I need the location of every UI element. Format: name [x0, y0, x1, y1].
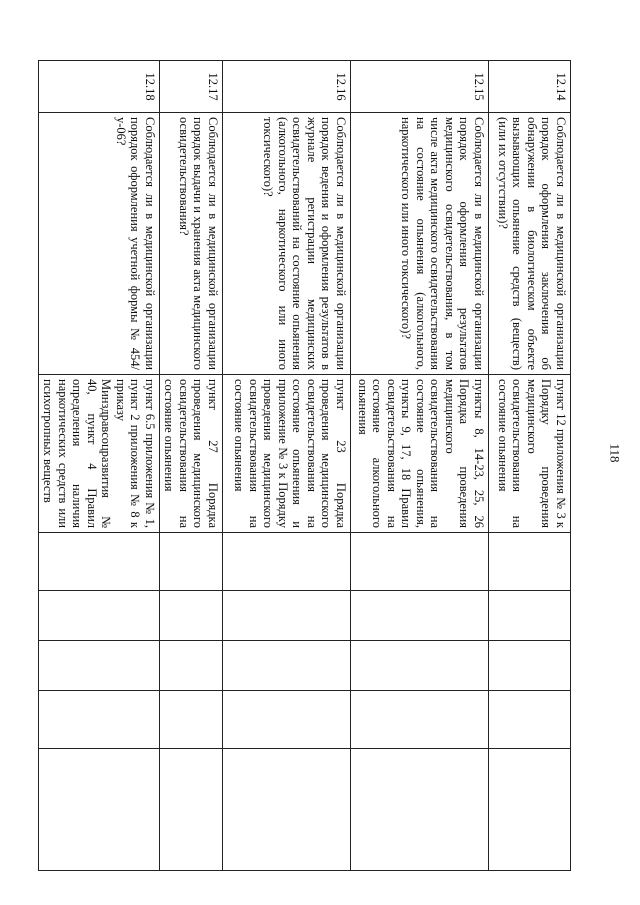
answer-cell	[489, 533, 571, 591]
answer-cell	[39, 691, 160, 749]
reference-text: пункты 8, 14-23, 25, 26 Порядка проведения медицинского освидетельствования на состояние опьянения, пункты 9, 17, 18 Правил освидетельствования на состояние алкогольного опьянения	[351, 375, 489, 533]
answer-cell	[39, 641, 160, 691]
answer-cell	[489, 591, 571, 641]
answer-cell	[160, 533, 223, 591]
answer-cell	[160, 591, 223, 641]
row-number: 12.18	[39, 61, 160, 113]
answer-cell	[351, 591, 489, 641]
answer-cell	[351, 641, 489, 691]
reference-text: пункт 27 Порядка проведения медицинского освидетельствования на состояние опьянения	[160, 375, 223, 533]
answer-cell	[160, 641, 223, 691]
answer-cell	[489, 691, 571, 749]
table-row	[489, 61, 571, 871]
row-number: 12.14	[489, 61, 571, 113]
row-number: 12.15	[351, 61, 489, 113]
table-row	[223, 61, 351, 871]
answer-cell	[351, 533, 489, 591]
answer-cell	[39, 591, 160, 641]
question-text: Соблюдается ли в медицинской организации порядок оформления результатов медицинского освидетельствования, в том числе акта медицинского освидетельствования на состояние опьянения (алкогольного, наркотического или иного токсического)?	[351, 113, 489, 375]
reference-text: пункт 6.5 приложения № 1, пункт 2 приложения № 8 к приказу Минздравсоцразвития № 40, пункт 4 Правил определения наличия наркотических средств или психотропных веществ	[39, 375, 160, 533]
question-text: Соблюдается ли в медицинской организации порядок оформления учетной формы № 454/у-06?	[39, 113, 160, 375]
table-row	[160, 61, 223, 871]
note-cell	[39, 749, 160, 871]
answer-cell	[489, 641, 571, 691]
page-number: 118	[607, 443, 623, 463]
reference-text: пункт 23 Порядка проведения медицинского освидетельствования на состояние опьянения и приложение № 3 к Порядку проведения медицинского освидетельствования на состояние опьянения	[223, 375, 351, 533]
question-text: Соблюдается ли в медицинской организации порядок оформления заключения об обнаружении в биологическом объекте вызывающих опьянение средств (веществ) (или их отсутствии)?	[489, 113, 571, 375]
row-number: 12.17	[160, 61, 223, 113]
row-number: 12.16	[223, 61, 351, 113]
answer-cell	[223, 641, 351, 691]
question-text: Соблюдается ли в медицинской организации порядок ведения и оформления результатов в журнале регистрации медицинских освидетельствований на состояние опьянения (алкогольного, наркотического или иного токсического)?	[223, 113, 351, 375]
answer-cell	[351, 691, 489, 749]
note-cell	[489, 749, 571, 871]
answer-cell	[160, 691, 223, 749]
checklist-table	[38, 60, 571, 871]
note-cell	[223, 749, 351, 871]
answer-cell	[223, 591, 351, 641]
reference-text: пункт 12 приложения № 3 к Порядку проведения медицинского освидетельствования на состояние опьянения	[489, 375, 571, 533]
note-cell	[160, 749, 223, 871]
table-row	[351, 61, 489, 871]
answer-cell	[39, 533, 160, 591]
answer-cell	[223, 533, 351, 591]
note-cell	[351, 749, 489, 871]
answer-cell	[223, 691, 351, 749]
table-row	[39, 61, 160, 871]
question-text: Соблюдается ли в медицинской организации порядок выдачи и хранения акта медицинского освидетельствования?	[160, 113, 223, 375]
checklist-table-rotated	[43, 60, 571, 870]
